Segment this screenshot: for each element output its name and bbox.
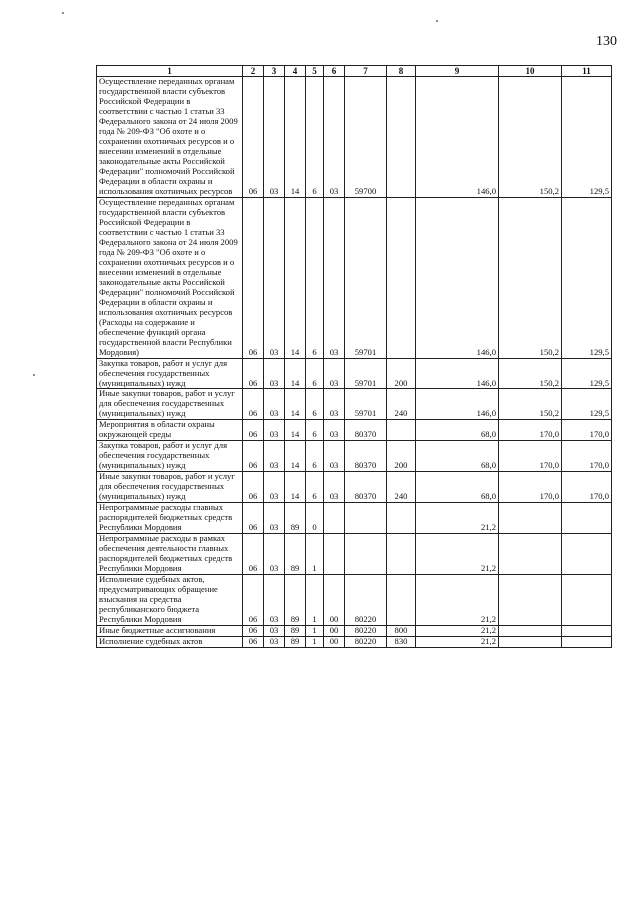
budget-table <box>96 65 612 648</box>
subsection-code: 03 <box>264 625 285 636</box>
direction-code <box>345 534 387 575</box>
row-description: Иные бюджетные ассигнования <box>97 625 243 636</box>
amount-col11 <box>562 636 612 647</box>
amount-col11 <box>562 534 612 575</box>
subsection-code: 03 <box>264 472 285 503</box>
table-header-row <box>97 66 612 77</box>
direction-code: 80220 <box>345 625 387 636</box>
section-code: 06 <box>243 574 264 625</box>
row-description: Непрограммные расходы в рамках обеспечения деятельности главных распорядителей бюджетных средств Республики Мордовия <box>97 534 243 575</box>
subprogram-code: 1 <box>306 534 324 575</box>
amount-col9: 146,0 <box>416 358 499 389</box>
expense-type-code: 240 <box>387 472 416 503</box>
amount-col10: 170,0 <box>499 441 562 472</box>
expense-type-code <box>387 420 416 441</box>
row-description: Исполнение судебных актов, предусматривающих обращение взыскания на средства республиканского бюджета Республики Мордовия <box>97 574 243 625</box>
section-code: 06 <box>243 198 264 359</box>
amount-col11 <box>562 503 612 534</box>
direction-code: 80220 <box>345 574 387 625</box>
page-number: 130 <box>596 34 617 49</box>
section-code: 06 <box>243 625 264 636</box>
subprogram-code: 1 <box>306 625 324 636</box>
program-code: 14 <box>285 358 306 389</box>
amount-col9: 21,2 <box>416 625 499 636</box>
amount-col9: 21,2 <box>416 636 499 647</box>
column-header: 4 <box>285 66 306 77</box>
subprogram-code: 6 <box>306 77 324 198</box>
amount-col10: 170,0 <box>499 472 562 503</box>
table-row <box>97 625 612 636</box>
direction-code: 80370 <box>345 472 387 503</box>
event-code: 03 <box>324 420 345 441</box>
table-row <box>97 503 612 534</box>
subsection-code: 03 <box>264 358 285 389</box>
amount-col11: 129,5 <box>562 358 612 389</box>
event-code: 00 <box>324 636 345 647</box>
direction-code: 80220 <box>345 636 387 647</box>
amount-col11 <box>562 574 612 625</box>
column-header: 9 <box>416 66 499 77</box>
section-code: 06 <box>243 420 264 441</box>
amount-col9: 21,2 <box>416 503 499 534</box>
amount-col9: 146,0 <box>416 77 499 198</box>
amount-col11 <box>562 625 612 636</box>
subsection-code: 03 <box>264 636 285 647</box>
column-header: 2 <box>243 66 264 77</box>
row-description: Исполнение судебных актов <box>97 636 243 647</box>
row-description: Мероприятия в области охраны окружающей среды <box>97 420 243 441</box>
direction-code: 59701 <box>345 389 387 420</box>
table-row <box>97 389 612 420</box>
program-code: 89 <box>285 625 306 636</box>
subsection-code: 03 <box>264 441 285 472</box>
program-code: 14 <box>285 77 306 198</box>
event-code: 03 <box>324 441 345 472</box>
section-code: 06 <box>243 636 264 647</box>
scan-speck <box>62 12 64 14</box>
column-header: 10 <box>499 66 562 77</box>
direction-code: 80370 <box>345 420 387 441</box>
amount-col11: 170,0 <box>562 420 612 441</box>
section-code: 06 <box>243 503 264 534</box>
scan-speck <box>436 20 438 22</box>
expense-type-code <box>387 503 416 534</box>
row-description: Непрограммные расходы главных распорядителей бюджетных средств Республики Мордовия <box>97 503 243 534</box>
expense-type-code: 830 <box>387 636 416 647</box>
program-code: 14 <box>285 420 306 441</box>
amount-col9: 68,0 <box>416 420 499 441</box>
program-code: 89 <box>285 636 306 647</box>
program-code: 89 <box>285 574 306 625</box>
subprogram-code: 0 <box>306 503 324 534</box>
expense-type-code <box>387 77 416 198</box>
event-code: 03 <box>324 358 345 389</box>
program-code: 89 <box>285 534 306 575</box>
row-description: Закупка товаров, работ и услуг для обеспечения государственных (муниципальных) нужд <box>97 358 243 389</box>
amount-col9: 146,0 <box>416 198 499 359</box>
program-code: 14 <box>285 441 306 472</box>
expense-type-code: 200 <box>387 358 416 389</box>
amount-col10 <box>499 534 562 575</box>
column-header: 11 <box>562 66 612 77</box>
event-code: 03 <box>324 198 345 359</box>
section-code: 06 <box>243 472 264 503</box>
direction-code <box>345 503 387 534</box>
section-code: 06 <box>243 77 264 198</box>
expense-type-code <box>387 574 416 625</box>
table-row <box>97 574 612 625</box>
subprogram-code: 6 <box>306 441 324 472</box>
table-row <box>97 472 612 503</box>
amount-col9: 21,2 <box>416 574 499 625</box>
subsection-code: 03 <box>264 77 285 198</box>
program-code: 14 <box>285 389 306 420</box>
table-row <box>97 198 612 359</box>
event-code: 00 <box>324 625 345 636</box>
amount-col10: 150,2 <box>499 77 562 198</box>
event-code: 03 <box>324 389 345 420</box>
section-code: 06 <box>243 441 264 472</box>
event-code <box>324 534 345 575</box>
event-code: 03 <box>324 77 345 198</box>
direction-code: 59700 <box>345 77 387 198</box>
expense-type-code: 800 <box>387 625 416 636</box>
table-row <box>97 636 612 647</box>
direction-code: 80370 <box>345 441 387 472</box>
amount-col9: 68,0 <box>416 472 499 503</box>
row-description: Осуществление переданных органам государственной власти субъектов Российской Федерации в соответствии с частью 1 статьи 33 Федерального закона от 24 июля 2009 года № 209-ФЗ "Об охоте и о сохранении охотничьих ресурсов и о внесении изменений в отдельные законодательные акты Российской Федерации" полномочий Российской Федерации в области охраны и использования охотничьих ресурсов <box>97 77 243 198</box>
amount-col10 <box>499 503 562 534</box>
row-description: Закупка товаров, работ и услуг для обеспечения государственных (муниципальных) нужд <box>97 441 243 472</box>
subprogram-code: 6 <box>306 389 324 420</box>
amount-col9: 21,2 <box>416 534 499 575</box>
subprogram-code: 6 <box>306 358 324 389</box>
section-code: 06 <box>243 389 264 420</box>
subprogram-code: 6 <box>306 198 324 359</box>
row-description: Иные закупки товаров, работ и услуг для обеспечения государственных (муниципальных) нужд <box>97 472 243 503</box>
program-code: 14 <box>285 472 306 503</box>
program-code: 14 <box>285 198 306 359</box>
amount-col11: 170,0 <box>562 441 612 472</box>
table-row <box>97 77 612 198</box>
amount-col11: 129,5 <box>562 389 612 420</box>
subprogram-code: 1 <box>306 636 324 647</box>
amount-col10: 150,2 <box>499 198 562 359</box>
event-code: 00 <box>324 574 345 625</box>
section-code: 06 <box>243 534 264 575</box>
amount-col11: 129,5 <box>562 77 612 198</box>
table-row <box>97 534 612 575</box>
section-code: 06 <box>243 358 264 389</box>
row-description: Осуществление переданных органам государственной власти субъектов Российской Федерации в соответствии с частью 1 статьи 33 Федерального закона от 24 июля 2009 года № 209-ФЗ "Об охоте и о сохранении охотничьих ресурсов и о внесении изменений в отдельные законодательные акты Российской Федерации" полномочий Российской Федерации в области охраны и использования охотничьих ресурсов (Расходы на содержание и обеспечение функций органа государственной власти Республики Мордовия) <box>97 198 243 359</box>
subprogram-code: 1 <box>306 574 324 625</box>
subprogram-code: 6 <box>306 472 324 503</box>
direction-code: 59701 <box>345 198 387 359</box>
expense-type-code: 200 <box>387 441 416 472</box>
amount-col9: 146,0 <box>416 389 499 420</box>
amount-col10 <box>499 574 562 625</box>
amount-col10: 150,2 <box>499 358 562 389</box>
table-row <box>97 358 612 389</box>
subsection-code: 03 <box>264 574 285 625</box>
amount-col10: 150,2 <box>499 389 562 420</box>
subsection-code: 03 <box>264 198 285 359</box>
expense-type-code <box>387 534 416 575</box>
amount-col9: 68,0 <box>416 441 499 472</box>
subsection-code: 03 <box>264 503 285 534</box>
amount-col11: 129,5 <box>562 198 612 359</box>
scan-speck <box>33 374 35 376</box>
amount-col10: 170,0 <box>499 420 562 441</box>
column-header: 5 <box>306 66 324 77</box>
amount-col10 <box>499 636 562 647</box>
column-header: 8 <box>387 66 416 77</box>
event-code <box>324 503 345 534</box>
subsection-code: 03 <box>264 389 285 420</box>
expense-type-code <box>387 198 416 359</box>
program-code: 89 <box>285 503 306 534</box>
column-header: 3 <box>264 66 285 77</box>
amount-col11: 170,0 <box>562 472 612 503</box>
amount-col10 <box>499 625 562 636</box>
direction-code: 59701 <box>345 358 387 389</box>
table-row <box>97 441 612 472</box>
subprogram-code: 6 <box>306 420 324 441</box>
table-row <box>97 420 612 441</box>
column-header: 1 <box>97 66 243 77</box>
event-code: 03 <box>324 472 345 503</box>
expense-type-code: 240 <box>387 389 416 420</box>
subsection-code: 03 <box>264 534 285 575</box>
column-header: 6 <box>324 66 345 77</box>
column-header: 7 <box>345 66 387 77</box>
subsection-code: 03 <box>264 420 285 441</box>
row-description: Иные закупки товаров, работ и услуг для обеспечения государственных (муниципальных) нужд <box>97 389 243 420</box>
